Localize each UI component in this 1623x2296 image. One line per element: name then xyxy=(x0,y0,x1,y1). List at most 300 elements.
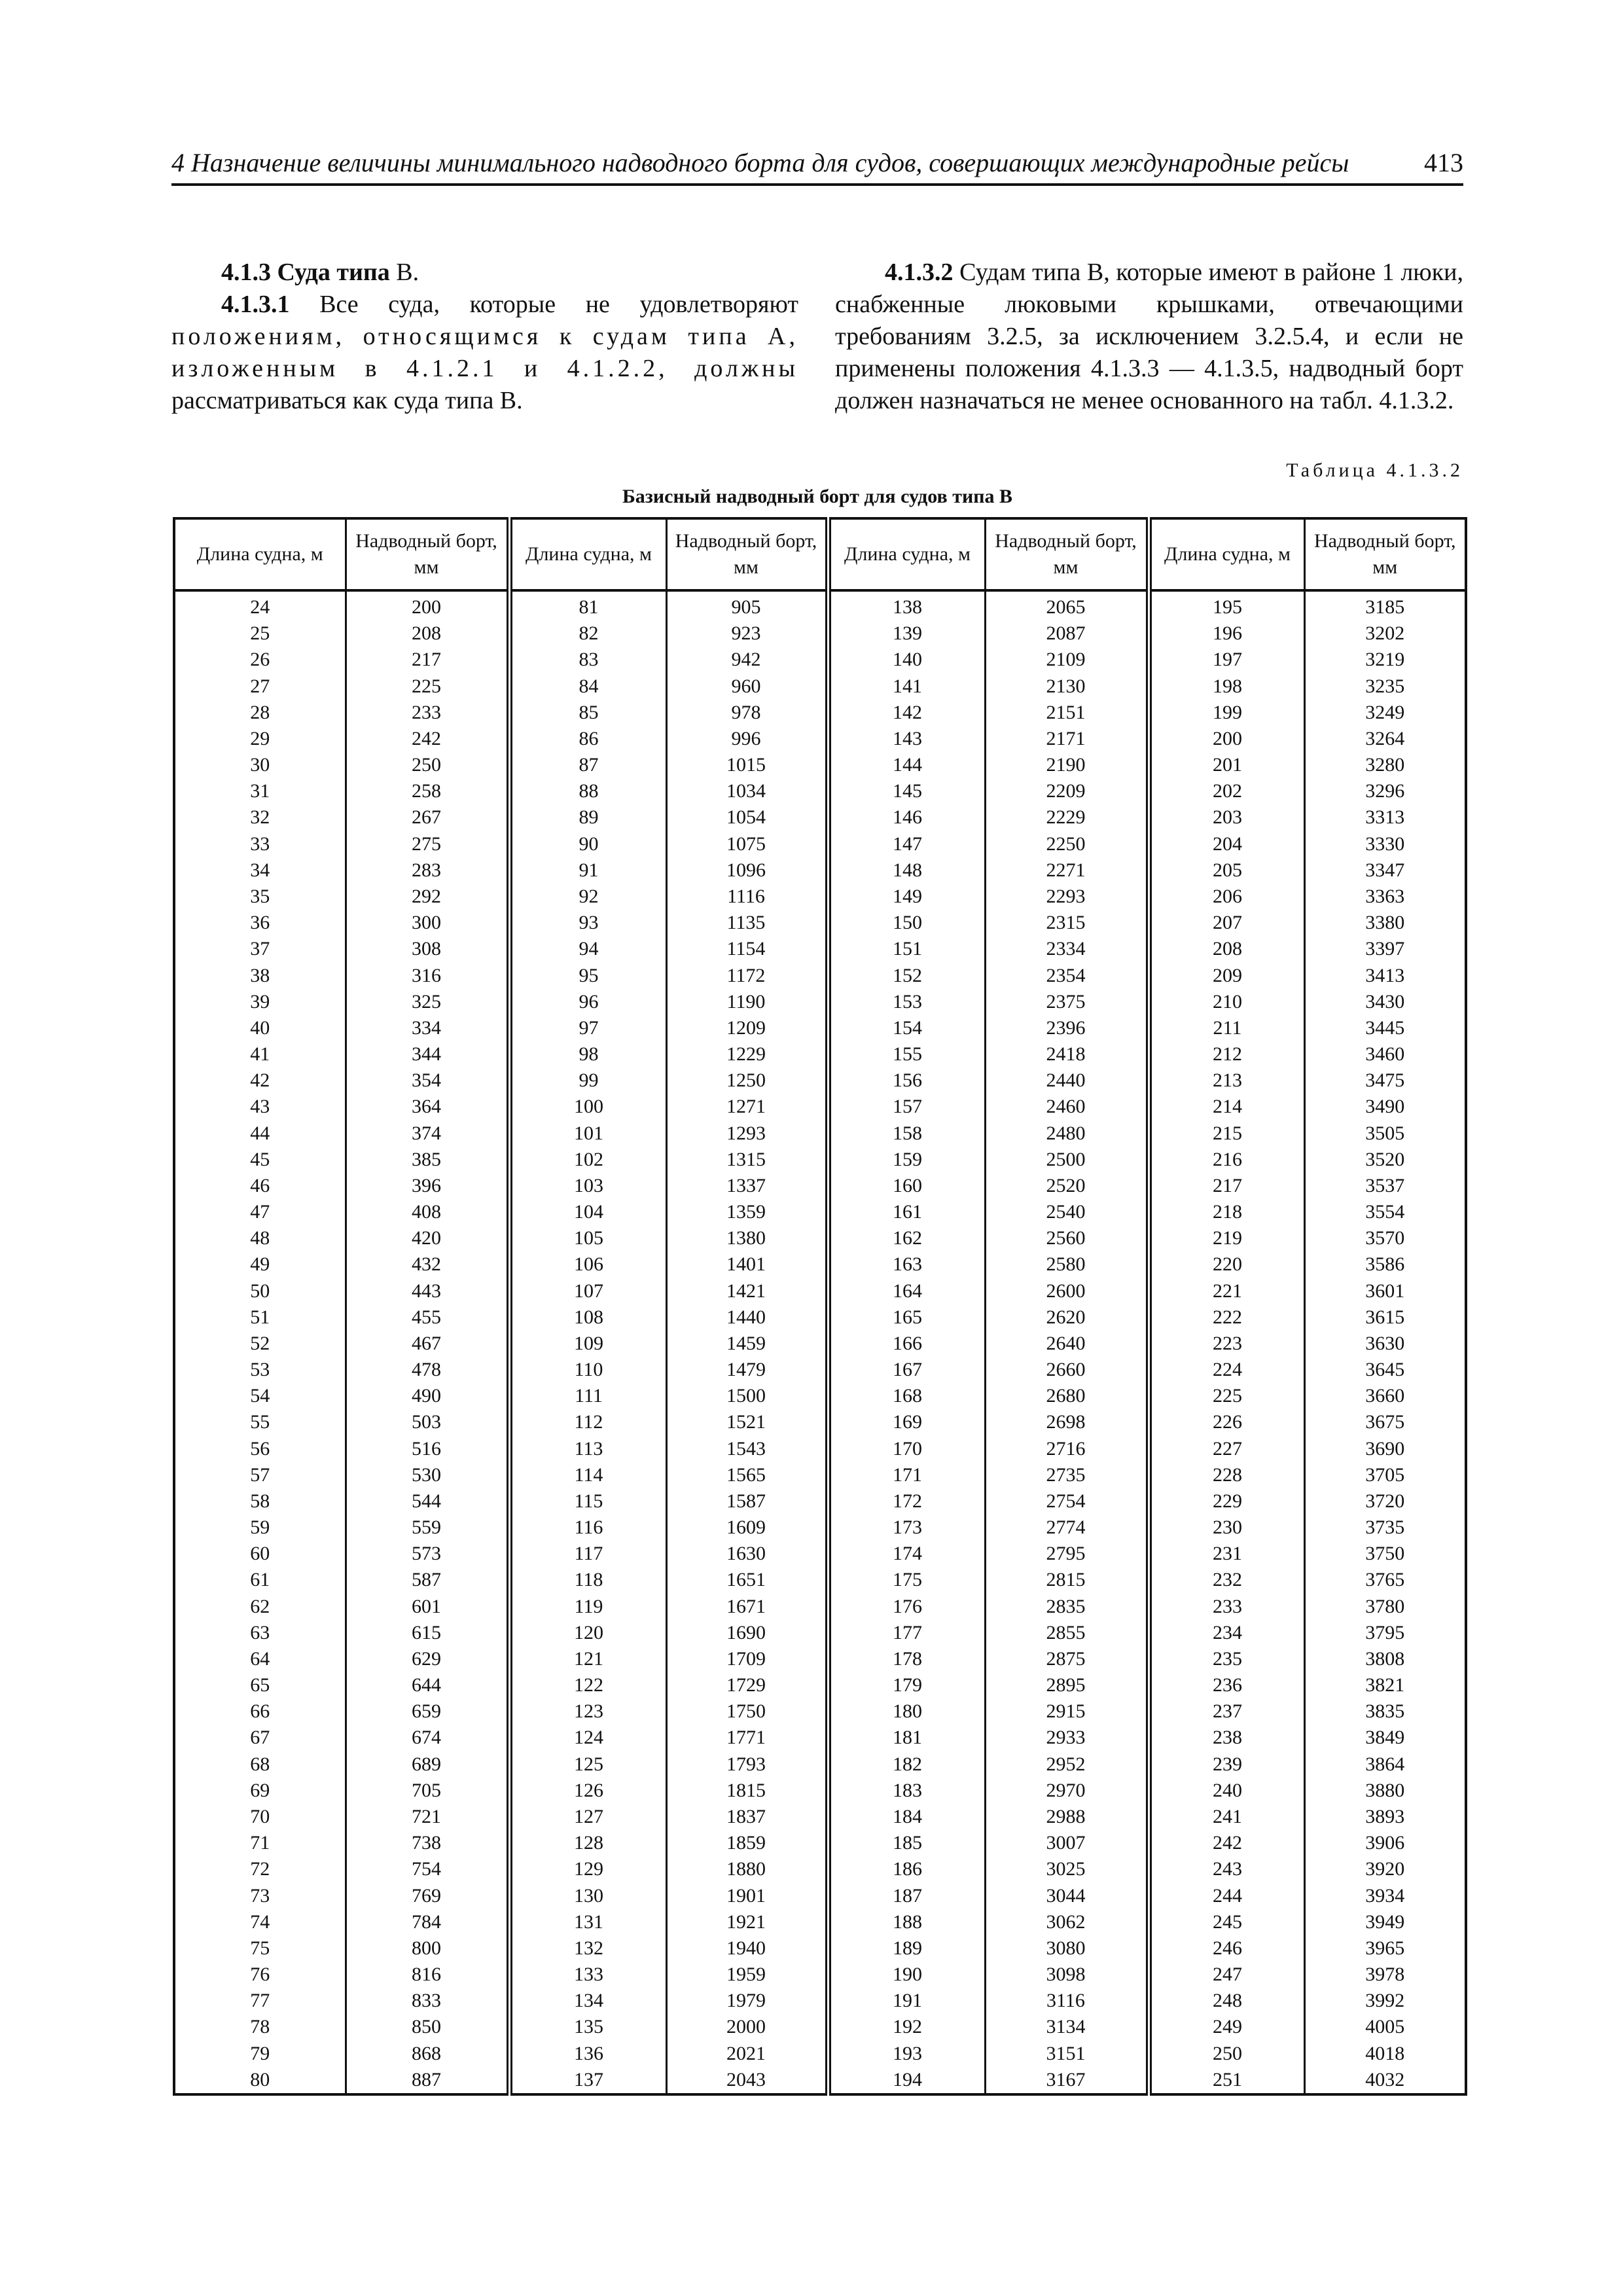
cell-length: 215 xyxy=(1149,1120,1304,1146)
cell-length: 159 xyxy=(828,1147,985,1173)
cell-length: 103 xyxy=(509,1173,666,1199)
cell-freeboard: 1337 xyxy=(666,1173,828,1199)
table-row xyxy=(174,962,1466,988)
cell-length: 202 xyxy=(1149,778,1304,804)
cell-freeboard: 1793 xyxy=(666,1751,828,1778)
cell-freeboard: 644 xyxy=(346,1672,509,1698)
cell-freeboard: 3880 xyxy=(1304,1778,1466,1804)
cell-freeboard: 1859 xyxy=(666,1830,828,1856)
cell-length: 123 xyxy=(509,1698,666,1725)
cell-length: 167 xyxy=(828,1357,985,1383)
cell-length: 126 xyxy=(509,1778,666,1804)
cell-freeboard: 3821 xyxy=(1304,1672,1466,1698)
cell-freeboard: 354 xyxy=(346,1067,509,1094)
cell-length: 57 xyxy=(174,1462,346,1488)
cell-length: 108 xyxy=(509,1304,666,1331)
cell-freeboard: 1901 xyxy=(666,1882,828,1909)
cell-length: 143 xyxy=(828,726,985,752)
cell-length: 70 xyxy=(174,1804,346,1830)
table-row xyxy=(174,1778,1466,1804)
cell-freeboard: 2271 xyxy=(985,857,1149,884)
cell-freeboard: 1190 xyxy=(666,989,828,1015)
table-row xyxy=(174,1357,1466,1383)
cell-length: 118 xyxy=(509,1567,666,1593)
section-number: 4.1.3 xyxy=(221,259,271,286)
table-row xyxy=(174,1094,1466,1120)
cell-length: 75 xyxy=(174,1935,346,1962)
cell-length: 221 xyxy=(1149,1278,1304,1304)
cell-freeboard: 2815 xyxy=(985,1567,1149,1593)
cell-freeboard: 2540 xyxy=(985,1199,1149,1225)
right-column xyxy=(835,257,1463,417)
cell-freeboard: 1380 xyxy=(666,1225,828,1251)
cell-freeboard: 3280 xyxy=(1304,752,1466,778)
cell-length: 168 xyxy=(828,1383,985,1409)
cell-freeboard: 905 xyxy=(666,590,828,620)
cell-length: 115 xyxy=(509,1488,666,1515)
cell-length: 41 xyxy=(174,1041,346,1067)
cell-length: 47 xyxy=(174,1199,346,1225)
cell-length: 30 xyxy=(174,752,346,778)
cell-length: 40 xyxy=(174,1015,346,1041)
table-row xyxy=(174,1436,1466,1462)
cell-freeboard: 1015 xyxy=(666,752,828,778)
cell-length: 96 xyxy=(509,989,666,1015)
table-row xyxy=(174,700,1466,726)
cell-freeboard: 3397 xyxy=(1304,936,1466,962)
cell-freeboard: 601 xyxy=(346,1594,509,1620)
cell-length: 76 xyxy=(174,1962,346,1988)
cell-length: 124 xyxy=(509,1725,666,1751)
cell-length: 219 xyxy=(1149,1225,1304,1251)
cell-freeboard: 3849 xyxy=(1304,1725,1466,1751)
cell-freeboard: 2915 xyxy=(985,1698,1149,1725)
cell-freeboard: 1500 xyxy=(666,1383,828,1409)
table-row xyxy=(174,1462,1466,1488)
cell-length: 71 xyxy=(174,1830,346,1856)
cell-freeboard: 1135 xyxy=(666,910,828,936)
cell-freeboard: 2970 xyxy=(985,1778,1149,1804)
cell-length: 179 xyxy=(828,1672,985,1698)
cell-length: 122 xyxy=(509,1672,666,1698)
cell-freeboard: 3720 xyxy=(1304,1488,1466,1515)
cell-length: 128 xyxy=(509,1830,666,1856)
cell-freeboard: 2440 xyxy=(985,1067,1149,1094)
column-header-length: Длина судна, м xyxy=(1149,518,1304,590)
cell-freeboard: 2460 xyxy=(985,1094,1149,1120)
cell-freeboard: 3601 xyxy=(1304,1278,1466,1304)
cell-length: 195 xyxy=(1149,590,1304,620)
cell-freeboard: 3264 xyxy=(1304,726,1466,752)
cell-length: 248 xyxy=(1149,1988,1304,2014)
cell-freeboard: 587 xyxy=(346,1567,509,1593)
table-row xyxy=(174,1882,1466,1909)
cell-length: 85 xyxy=(509,700,666,726)
table-row xyxy=(174,1541,1466,1567)
freeboard-table xyxy=(173,517,1467,2096)
cell-freeboard: 2065 xyxy=(985,590,1149,620)
cell-length: 130 xyxy=(509,1882,666,1909)
cell-length: 245 xyxy=(1149,1909,1304,1935)
cell-freeboard: 1229 xyxy=(666,1041,828,1067)
cell-freeboard: 2354 xyxy=(985,962,1149,988)
cell-freeboard: 689 xyxy=(346,1751,509,1778)
table-row xyxy=(174,1909,1466,1935)
cell-freeboard: 3235 xyxy=(1304,673,1466,700)
table-title: Базисный надводный борт для судов типа В xyxy=(622,486,1013,507)
cell-length: 129 xyxy=(509,1856,666,1882)
cell-length: 87 xyxy=(509,752,666,778)
cell-freeboard: 3151 xyxy=(985,2040,1149,2066)
paragraph-number: 4.1.3.1 xyxy=(221,291,290,318)
cell-length: 186 xyxy=(828,1856,985,1882)
cell-freeboard: 2109 xyxy=(985,647,1149,673)
cell-length: 86 xyxy=(509,726,666,752)
cell-length: 250 xyxy=(1149,2040,1304,2066)
cell-freeboard: 1959 xyxy=(666,1962,828,1988)
cell-freeboard: 396 xyxy=(346,1173,509,1199)
cell-length: 132 xyxy=(509,1935,666,1962)
cell-length: 193 xyxy=(828,2040,985,2066)
cell-length: 63 xyxy=(174,1620,346,1646)
cell-length: 113 xyxy=(509,1436,666,1462)
cell-freeboard: 2600 xyxy=(985,1278,1149,1304)
cell-freeboard: 3430 xyxy=(1304,989,1466,1015)
cell-length: 204 xyxy=(1149,831,1304,857)
cell-freeboard: 4005 xyxy=(1304,2014,1466,2040)
cell-freeboard: 3992 xyxy=(1304,1988,1466,2014)
cell-length: 229 xyxy=(1149,1488,1304,1515)
cell-freeboard: 3675 xyxy=(1304,1409,1466,1435)
cell-freeboard: 2952 xyxy=(985,1751,1149,1778)
cell-length: 181 xyxy=(828,1725,985,1751)
cell-freeboard: 3615 xyxy=(1304,1304,1466,1331)
table-row xyxy=(174,1804,1466,1830)
cell-freeboard: 978 xyxy=(666,700,828,726)
column-header-freeboard: Надводный борт, мм xyxy=(346,518,509,590)
paragraph-4-1-3-1 xyxy=(171,289,798,417)
page-number: 413 xyxy=(1424,148,1463,177)
table-row xyxy=(174,936,1466,962)
table-row xyxy=(174,1594,1466,1620)
cell-freeboard: 385 xyxy=(346,1147,509,1173)
cell-freeboard: 283 xyxy=(346,857,509,884)
cell-length: 49 xyxy=(174,1251,346,1278)
cell-freeboard: 1096 xyxy=(666,857,828,884)
cell-freeboard: 1421 xyxy=(666,1278,828,1304)
cell-freeboard: 3780 xyxy=(1304,1594,1466,1620)
cell-freeboard: 3735 xyxy=(1304,1515,1466,1541)
cell-freeboard: 420 xyxy=(346,1225,509,1251)
paragraph-text: положениям, относящимся к судам типа А, xyxy=(171,323,798,350)
running-header xyxy=(171,140,1463,186)
cell-length: 54 xyxy=(174,1383,346,1409)
cell-length: 244 xyxy=(1149,1882,1304,1909)
paragraph-text: Судам типа В, которые имеют в районе 1 люки, снабженные люковыми крышками, отвечающими требованиям 3.2.5, за исключением 3.2.5.4, и если не применены положения 4.1.3.3 — 4.1.3.5, надводный борт должен назначаться не менее основанного на табл. 4.1.3.2. xyxy=(835,259,1463,414)
cell-length: 109 xyxy=(509,1331,666,1357)
cell-length: 114 xyxy=(509,1462,666,1488)
cell-length: 27 xyxy=(174,673,346,700)
cell-length: 28 xyxy=(174,700,346,726)
cell-freeboard: 3475 xyxy=(1304,1067,1466,1094)
cell-length: 73 xyxy=(174,1882,346,1909)
cell-length: 170 xyxy=(828,1436,985,1462)
cell-freeboard: 1587 xyxy=(666,1488,828,1515)
cell-length: 197 xyxy=(1149,647,1304,673)
cell-freeboard: 816 xyxy=(346,1962,509,1988)
cell-length: 140 xyxy=(828,647,985,673)
cell-freeboard: 455 xyxy=(346,1304,509,1331)
cell-length: 116 xyxy=(509,1515,666,1541)
cell-length: 251 xyxy=(1149,2067,1304,2094)
cell-length: 199 xyxy=(1149,700,1304,726)
cell-length: 203 xyxy=(1149,804,1304,831)
cell-freeboard: 559 xyxy=(346,1515,509,1541)
cell-length: 149 xyxy=(828,884,985,910)
cell-length: 62 xyxy=(174,1594,346,1620)
cell-freeboard: 300 xyxy=(346,910,509,936)
table-row xyxy=(174,1067,1466,1094)
cell-length: 201 xyxy=(1149,752,1304,778)
cell-freeboard: 3219 xyxy=(1304,647,1466,673)
table-row xyxy=(174,1383,1466,1409)
cell-freeboard: 3249 xyxy=(1304,700,1466,726)
cell-freeboard: 2988 xyxy=(985,1804,1149,1830)
cell-freeboard: 2209 xyxy=(985,778,1149,804)
cell-length: 104 xyxy=(509,1199,666,1225)
cell-length: 61 xyxy=(174,1567,346,1593)
cell-length: 223 xyxy=(1149,1331,1304,1357)
cell-length: 162 xyxy=(828,1225,985,1251)
table-row xyxy=(174,1409,1466,1435)
cell-length: 105 xyxy=(509,1225,666,1251)
cell-freeboard: 2716 xyxy=(985,1436,1149,1462)
cell-length: 31 xyxy=(174,778,346,804)
table-row xyxy=(174,1331,1466,1357)
cell-length: 173 xyxy=(828,1515,985,1541)
cell-length: 42 xyxy=(174,1067,346,1094)
table-row xyxy=(174,857,1466,884)
cell-length: 67 xyxy=(174,1725,346,1751)
cell-freeboard: 443 xyxy=(346,1278,509,1304)
cell-length: 119 xyxy=(509,1594,666,1620)
cell-length: 136 xyxy=(509,2040,666,2066)
cell-length: 138 xyxy=(828,590,985,620)
cell-length: 153 xyxy=(828,989,985,1015)
cell-freeboard: 3765 xyxy=(1304,1567,1466,1593)
table-row xyxy=(174,1751,1466,1778)
cell-freeboard: 316 xyxy=(346,962,509,988)
cell-freeboard: 1729 xyxy=(666,1672,828,1698)
cell-length: 189 xyxy=(828,1935,985,1962)
running-title: 4 Назначение величины минимального надводного борта для судов, совершающих международные рейсы xyxy=(171,148,1349,177)
table-row xyxy=(174,1225,1466,1251)
cell-freeboard: 1709 xyxy=(666,1646,828,1672)
table-row xyxy=(174,1830,1466,1856)
cell-freeboard: 2021 xyxy=(666,2040,828,2066)
cell-freeboard: 1479 xyxy=(666,1357,828,1383)
table-row xyxy=(174,590,1466,620)
cell-length: 224 xyxy=(1149,1357,1304,1383)
cell-freeboard: 503 xyxy=(346,1409,509,1435)
cell-freeboard: 3795 xyxy=(1304,1620,1466,1646)
cell-freeboard: 1075 xyxy=(666,831,828,857)
cell-freeboard: 1940 xyxy=(666,1935,828,1962)
column-header-freeboard: Надводный борт, мм xyxy=(1304,518,1466,590)
cell-freeboard: 2620 xyxy=(985,1304,1149,1331)
table-row xyxy=(174,989,1466,1015)
cell-length: 29 xyxy=(174,726,346,752)
cell-length: 26 xyxy=(174,647,346,673)
cell-freeboard: 1837 xyxy=(666,1804,828,1830)
cell-length: 36 xyxy=(174,910,346,936)
cell-length: 151 xyxy=(828,936,985,962)
cell-freeboard: 208 xyxy=(346,620,509,647)
cell-freeboard: 754 xyxy=(346,1856,509,1882)
cell-freeboard: 3116 xyxy=(985,1988,1149,2014)
cell-length: 112 xyxy=(509,1409,666,1435)
cell-freeboard: 267 xyxy=(346,804,509,831)
cell-length: 90 xyxy=(509,831,666,857)
cell-length: 242 xyxy=(1149,1830,1304,1856)
cell-freeboard: 2735 xyxy=(985,1462,1149,1488)
cell-freeboard: 2855 xyxy=(985,1620,1149,1646)
cell-length: 100 xyxy=(509,1094,666,1120)
table-row xyxy=(174,1015,1466,1041)
cell-length: 34 xyxy=(174,857,346,884)
cell-length: 33 xyxy=(174,831,346,857)
cell-length: 171 xyxy=(828,1462,985,1488)
cell-length: 241 xyxy=(1149,1804,1304,1830)
cell-length: 239 xyxy=(1149,1751,1304,1778)
cell-length: 158 xyxy=(828,1120,985,1146)
cell-freeboard: 3537 xyxy=(1304,1173,1466,1199)
cell-length: 161 xyxy=(828,1199,985,1225)
cell-freeboard: 659 xyxy=(346,1698,509,1725)
cell-length: 240 xyxy=(1149,1778,1304,1804)
column-header-length: Длина судна, м xyxy=(509,518,666,590)
cell-freeboard: 3347 xyxy=(1304,857,1466,884)
cell-freeboard: 4032 xyxy=(1304,2067,1466,2094)
cell-freeboard: 2754 xyxy=(985,1488,1149,1515)
cell-freeboard: 1315 xyxy=(666,1147,828,1173)
table-row xyxy=(174,1698,1466,1725)
cell-length: 142 xyxy=(828,700,985,726)
cell-freeboard: 1521 xyxy=(666,1409,828,1435)
cell-length: 39 xyxy=(174,989,346,1015)
cell-length: 32 xyxy=(174,804,346,831)
cell-freeboard: 3445 xyxy=(1304,1015,1466,1041)
cell-length: 59 xyxy=(174,1515,346,1541)
section-title-suffix: В. xyxy=(396,259,419,286)
cell-freeboard: 478 xyxy=(346,1357,509,1383)
cell-freeboard: 868 xyxy=(346,2040,509,2066)
cell-length: 101 xyxy=(509,1120,666,1146)
cell-length: 166 xyxy=(828,1331,985,1357)
cell-freeboard: 2933 xyxy=(985,1725,1149,1751)
cell-freeboard: 1250 xyxy=(666,1067,828,1094)
cell-freeboard: 3554 xyxy=(1304,1199,1466,1225)
cell-freeboard: 3750 xyxy=(1304,1541,1466,1567)
table-row xyxy=(174,910,1466,936)
cell-length: 88 xyxy=(509,778,666,804)
cell-length: 53 xyxy=(174,1357,346,1383)
cell-freeboard: 1609 xyxy=(666,1515,828,1541)
cell-length: 145 xyxy=(828,778,985,804)
table-row xyxy=(174,1620,1466,1646)
cell-length: 35 xyxy=(174,884,346,910)
cell-length: 45 xyxy=(174,1147,346,1173)
cell-freeboard: 1565 xyxy=(666,1462,828,1488)
left-column xyxy=(171,257,798,417)
cell-length: 200 xyxy=(1149,726,1304,752)
cell-freeboard: 2171 xyxy=(985,726,1149,752)
cell-length: 174 xyxy=(828,1541,985,1567)
table-number: Таблица 4.1.3.2 xyxy=(1286,459,1463,481)
cell-length: 37 xyxy=(174,936,346,962)
cell-freeboard: 250 xyxy=(346,752,509,778)
cell-freeboard: 2315 xyxy=(985,910,1149,936)
cell-freeboard: 3978 xyxy=(1304,1962,1466,1988)
cell-freeboard: 784 xyxy=(346,1909,509,1935)
cell-freeboard: 1815 xyxy=(666,1778,828,1804)
cell-freeboard: 1209 xyxy=(666,1015,828,1041)
cell-freeboard: 233 xyxy=(346,700,509,726)
cell-freeboard: 1921 xyxy=(666,1909,828,1935)
cell-freeboard: 544 xyxy=(346,1488,509,1515)
section-title: Суда типа xyxy=(277,259,390,286)
cell-length: 134 xyxy=(509,1988,666,2014)
cell-freeboard: 200 xyxy=(346,590,509,620)
cell-length: 180 xyxy=(828,1698,985,1725)
cell-length: 24 xyxy=(174,590,346,620)
cell-length: 165 xyxy=(828,1304,985,1331)
cell-freeboard: 3380 xyxy=(1304,910,1466,936)
cell-freeboard: 887 xyxy=(346,2067,509,2094)
cell-length: 192 xyxy=(828,2014,985,2040)
table-row xyxy=(174,2067,1466,2094)
cell-freeboard: 2580 xyxy=(985,1251,1149,1278)
cell-length: 52 xyxy=(174,1331,346,1357)
cell-length: 225 xyxy=(1149,1383,1304,1409)
cell-length: 249 xyxy=(1149,2014,1304,2040)
paragraph-text: рассматриваться как суда типа В. xyxy=(171,387,523,414)
table-row xyxy=(174,726,1466,752)
cell-length: 238 xyxy=(1149,1725,1304,1751)
cell-length: 94 xyxy=(509,936,666,962)
cell-length: 127 xyxy=(509,1804,666,1830)
cell-length: 178 xyxy=(828,1646,985,1672)
table-row xyxy=(174,884,1466,910)
cell-length: 89 xyxy=(509,804,666,831)
cell-length: 72 xyxy=(174,1856,346,1882)
cell-freeboard: 3520 xyxy=(1304,1147,1466,1173)
cell-freeboard: 1771 xyxy=(666,1725,828,1751)
cell-length: 185 xyxy=(828,1830,985,1856)
cell-length: 187 xyxy=(828,1882,985,1909)
cell-freeboard: 1401 xyxy=(666,1251,828,1278)
table-row xyxy=(174,1672,1466,1698)
cell-length: 164 xyxy=(828,1278,985,1304)
cell-freeboard: 1543 xyxy=(666,1436,828,1462)
cell-length: 157 xyxy=(828,1094,985,1120)
cell-freeboard: 1293 xyxy=(666,1120,828,1146)
cell-freeboard: 3044 xyxy=(985,1882,1149,1909)
cell-length: 93 xyxy=(509,910,666,936)
cell-freeboard: 3920 xyxy=(1304,1856,1466,1882)
cell-length: 69 xyxy=(174,1778,346,1804)
cell-length: 48 xyxy=(174,1225,346,1251)
